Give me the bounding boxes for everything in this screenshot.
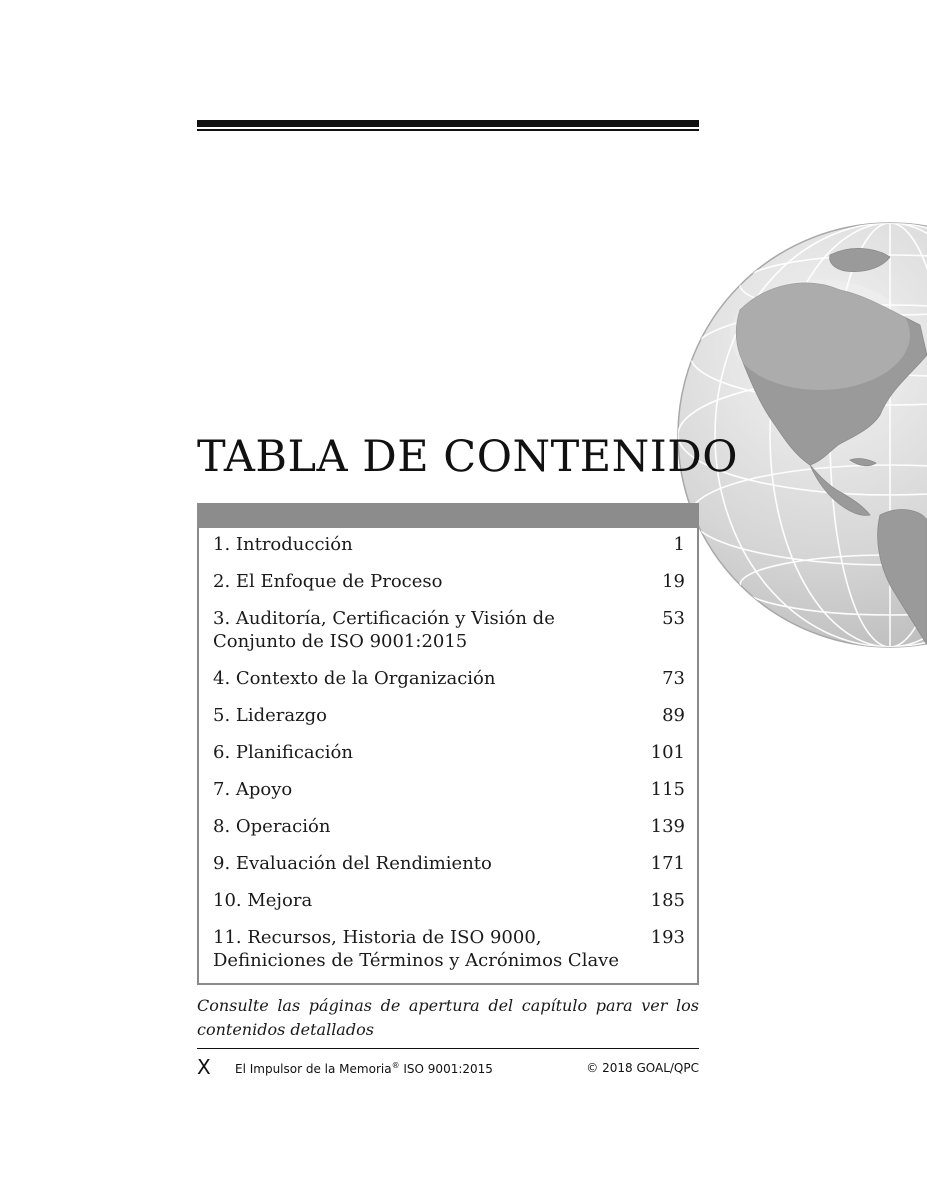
toc-entry[interactable]: [213, 667, 685, 704]
toc-entry[interactable]: [213, 815, 685, 852]
header-rule-thin: [197, 129, 699, 131]
toc-entry-label: 3. Auditoría, Certificación y Visión de Conjunto de ISO 9001:2015: [213, 608, 555, 652]
footer-rule: [197, 1048, 699, 1049]
toc-entry-page: 115: [650, 779, 685, 800]
toc-entry-page: 89: [662, 705, 685, 726]
page-number: X: [197, 1055, 211, 1079]
toc-entry[interactable]: [213, 533, 685, 570]
toc-entry-label: 9. Evaluación del Rendimiento: [213, 853, 492, 874]
toc-entry-page: 73: [662, 668, 685, 689]
toc-entry-page: 101: [650, 742, 685, 763]
header-rule-thick: [197, 120, 699, 127]
toc-header-bar: [197, 503, 699, 528]
toc-entry[interactable]: [213, 889, 685, 926]
toc-entry[interactable]: [213, 741, 685, 778]
toc-entry-page: 139: [650, 816, 685, 837]
toc-entry-page: 53: [662, 608, 685, 629]
toc-entry-label: 5. Liderazgo: [213, 705, 327, 726]
toc-entry[interactable]: [213, 704, 685, 741]
toc-entry-label: 8. Operación: [213, 816, 331, 837]
toc-entry[interactable]: [213, 778, 685, 815]
toc-entry-label: 2. El Enfoque de Proceso: [213, 571, 443, 592]
toc-list: [213, 533, 685, 976]
copyright: © 2018 GOAL/QPC: [586, 1061, 699, 1075]
toc-entry-page: 193: [650, 927, 685, 948]
toc-entry-label: 6. Planificación: [213, 742, 353, 763]
toc-entry-page: 171: [650, 853, 685, 874]
toc-entry[interactable]: [213, 926, 685, 976]
toc-entry-label: 7. Apoyo: [213, 779, 293, 800]
toc-entry[interactable]: [213, 852, 685, 889]
page-title: TABLA DE CONTENIDO: [197, 432, 738, 482]
page-footer: [197, 1057, 699, 1081]
book-title: [235, 1061, 493, 1076]
book-title-standard: ISO 9001:2015: [399, 1062, 493, 1076]
registered-mark: ®: [391, 1061, 400, 1070]
toc-entry-label: 4. Contexto de la Organización: [213, 668, 496, 689]
chapter-note: Consulte las páginas de apertura del capítulo para ver los contenidos detallados: [197, 996, 699, 1039]
toc-entry[interactable]: [213, 607, 685, 667]
toc-entry-page: 185: [650, 890, 685, 911]
book-title-main: El Impulsor de la Memoria: [235, 1062, 392, 1076]
toc-entry-label: 11. Recursos, Historia de ISO 9000, Definiciones de Términos y Acrónimos Clave: [213, 927, 620, 971]
toc-entry-page: 19: [662, 571, 685, 592]
toc-entry-label: 1. Introducción: [213, 534, 353, 555]
toc-entry-page: 1: [673, 534, 685, 555]
toc-entry[interactable]: [213, 570, 685, 607]
toc-entry-label: 10. Mejora: [213, 890, 313, 911]
